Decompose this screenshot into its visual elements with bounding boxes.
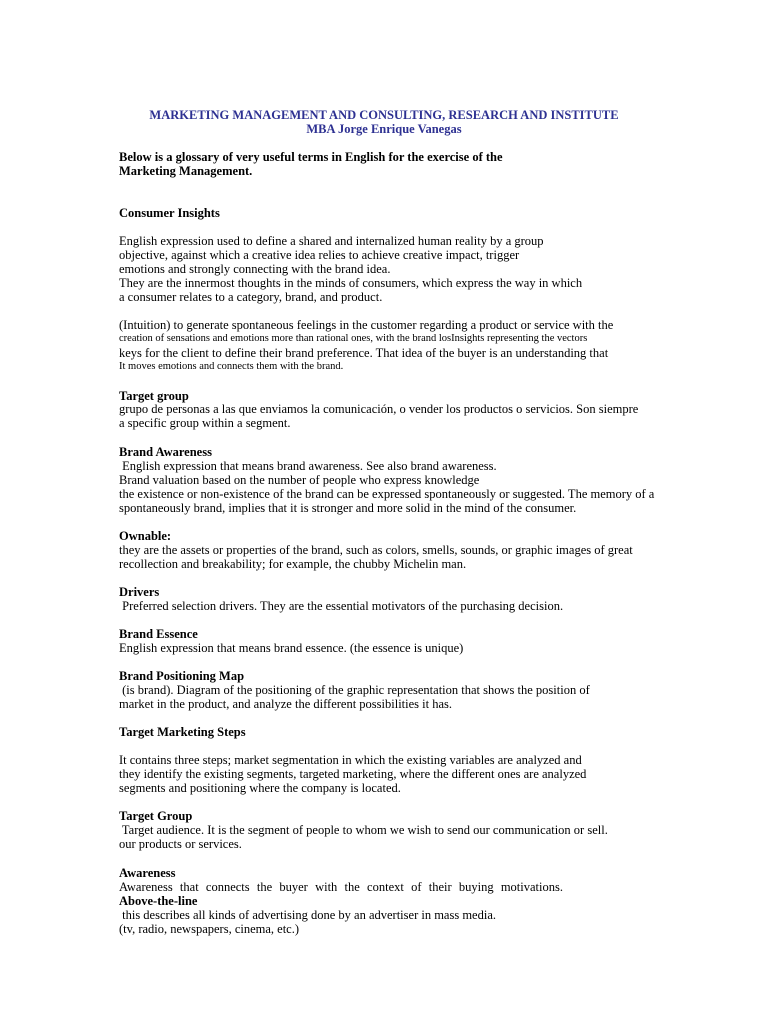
definition-line: market in the product, and analyze the different possibilities it has. [119, 697, 453, 711]
definition-line: grupo de personas a las que enviamos la comunicación, o vender los productos o servicios. Son siempre [119, 402, 639, 416]
definition-line: this describes all kinds of advertising done by an advertiser in mass media. [119, 908, 496, 922]
term-heading-awareness: Awareness [119, 866, 176, 880]
term-heading-consumer-insights: Consumer Insights [119, 206, 220, 220]
term-heading-ownable: Ownable: [119, 529, 172, 543]
definition-line: Target audience. It is the segment of people to whom we wish to send our communication or sell. [119, 823, 608, 837]
term-heading-brand-essence: Brand Essence [119, 627, 198, 641]
term-heading-target-marketing-steps: Target Marketing Steps [119, 725, 246, 739]
definition-line: segments and positioning where the company is located. [119, 781, 401, 795]
term-heading-target-group: Target group [119, 389, 189, 403]
term-heading-brand-positioning-map: Brand Positioning Map [119, 669, 245, 683]
definition-line: (tv, radio, newspapers, cinema, etc.) [119, 922, 300, 936]
definition-line: English expression that means brand essence. (the essence is unique) [119, 641, 464, 655]
definition-line: They are the innermost thoughts in the minds of consumers, which express the way in which [119, 276, 583, 290]
intro-line: Marketing Management. [119, 164, 253, 178]
definition-line: Preferred selection drivers. They are the essential motivators of the purchasing decision. [119, 599, 564, 613]
document-author: MBA Jorge Enrique Vanegas [306, 122, 462, 136]
definition-line: Awareness that connects the buyer with the context of their buying motivations. [119, 880, 563, 894]
definition-line: they are the assets or properties of the brand, such as colors, smells, sounds, or graphic images of great [119, 543, 633, 557]
term-heading-target-group-2: Target Group [119, 809, 193, 823]
definition-line: It moves emotions and connects them with the brand. [119, 361, 344, 372]
term-heading-above-the-line: Above-the-line [119, 894, 198, 908]
definition-line: Brand valuation based on the number of people who express knowledge [119, 473, 480, 487]
definition-line: creation of sensations and emotions more than rational ones, with the brand losInsights representing the vectors [119, 333, 588, 344]
definition-line: English expression that means brand awareness. See also brand awareness. [119, 459, 497, 473]
definition-line: English expression used to define a shared and internalized human reality by a group [119, 234, 544, 248]
definition-line: a consumer relates to a category, brand, and product. [119, 290, 383, 304]
definition-line: they identify the existing segments, targeted marketing, where the different ones are analyzed [119, 767, 587, 781]
definition-line: a specific group within a segment. [119, 416, 291, 430]
definition-line: It contains three steps; market segmentation in which the existing variables are analyzed and [119, 753, 582, 767]
term-heading-drivers: Drivers [119, 585, 160, 599]
definition-line: recollection and breakability; for example, the chubby Michelin man. [119, 557, 467, 571]
document-title: MARKETING MANAGEMENT AND CONSULTING, RESEARCH AND INSTITUTE [149, 108, 619, 122]
intro-line: Below is a glossary of very useful terms in English for the exercise of the [119, 150, 503, 164]
definition-line: the existence or non-existence of the brand can be expressed spontaneously or suggested. The memory of a [119, 487, 655, 501]
term-heading-brand-awareness: Brand Awareness [119, 445, 212, 459]
definition-line: our products or services. [119, 837, 242, 851]
definition-line: spontaneously brand, implies that it is stronger and more solid in the mind of the consumer. [119, 501, 577, 515]
definition-line: keys for the client to define their brand preference. That idea of the buyer is an understanding that [119, 346, 609, 360]
definition-line: (is brand). Diagram of the positioning of the graphic representation that shows the position of [119, 683, 590, 697]
definition-line: (Intuition) to generate spontaneous feelings in the customer regarding a product or service with the [119, 318, 614, 332]
definition-line: objective, against which a creative idea relies to achieve creative impact, trigger [119, 248, 520, 262]
definition-line: emotions and strongly connecting with the brand idea. [119, 262, 391, 276]
